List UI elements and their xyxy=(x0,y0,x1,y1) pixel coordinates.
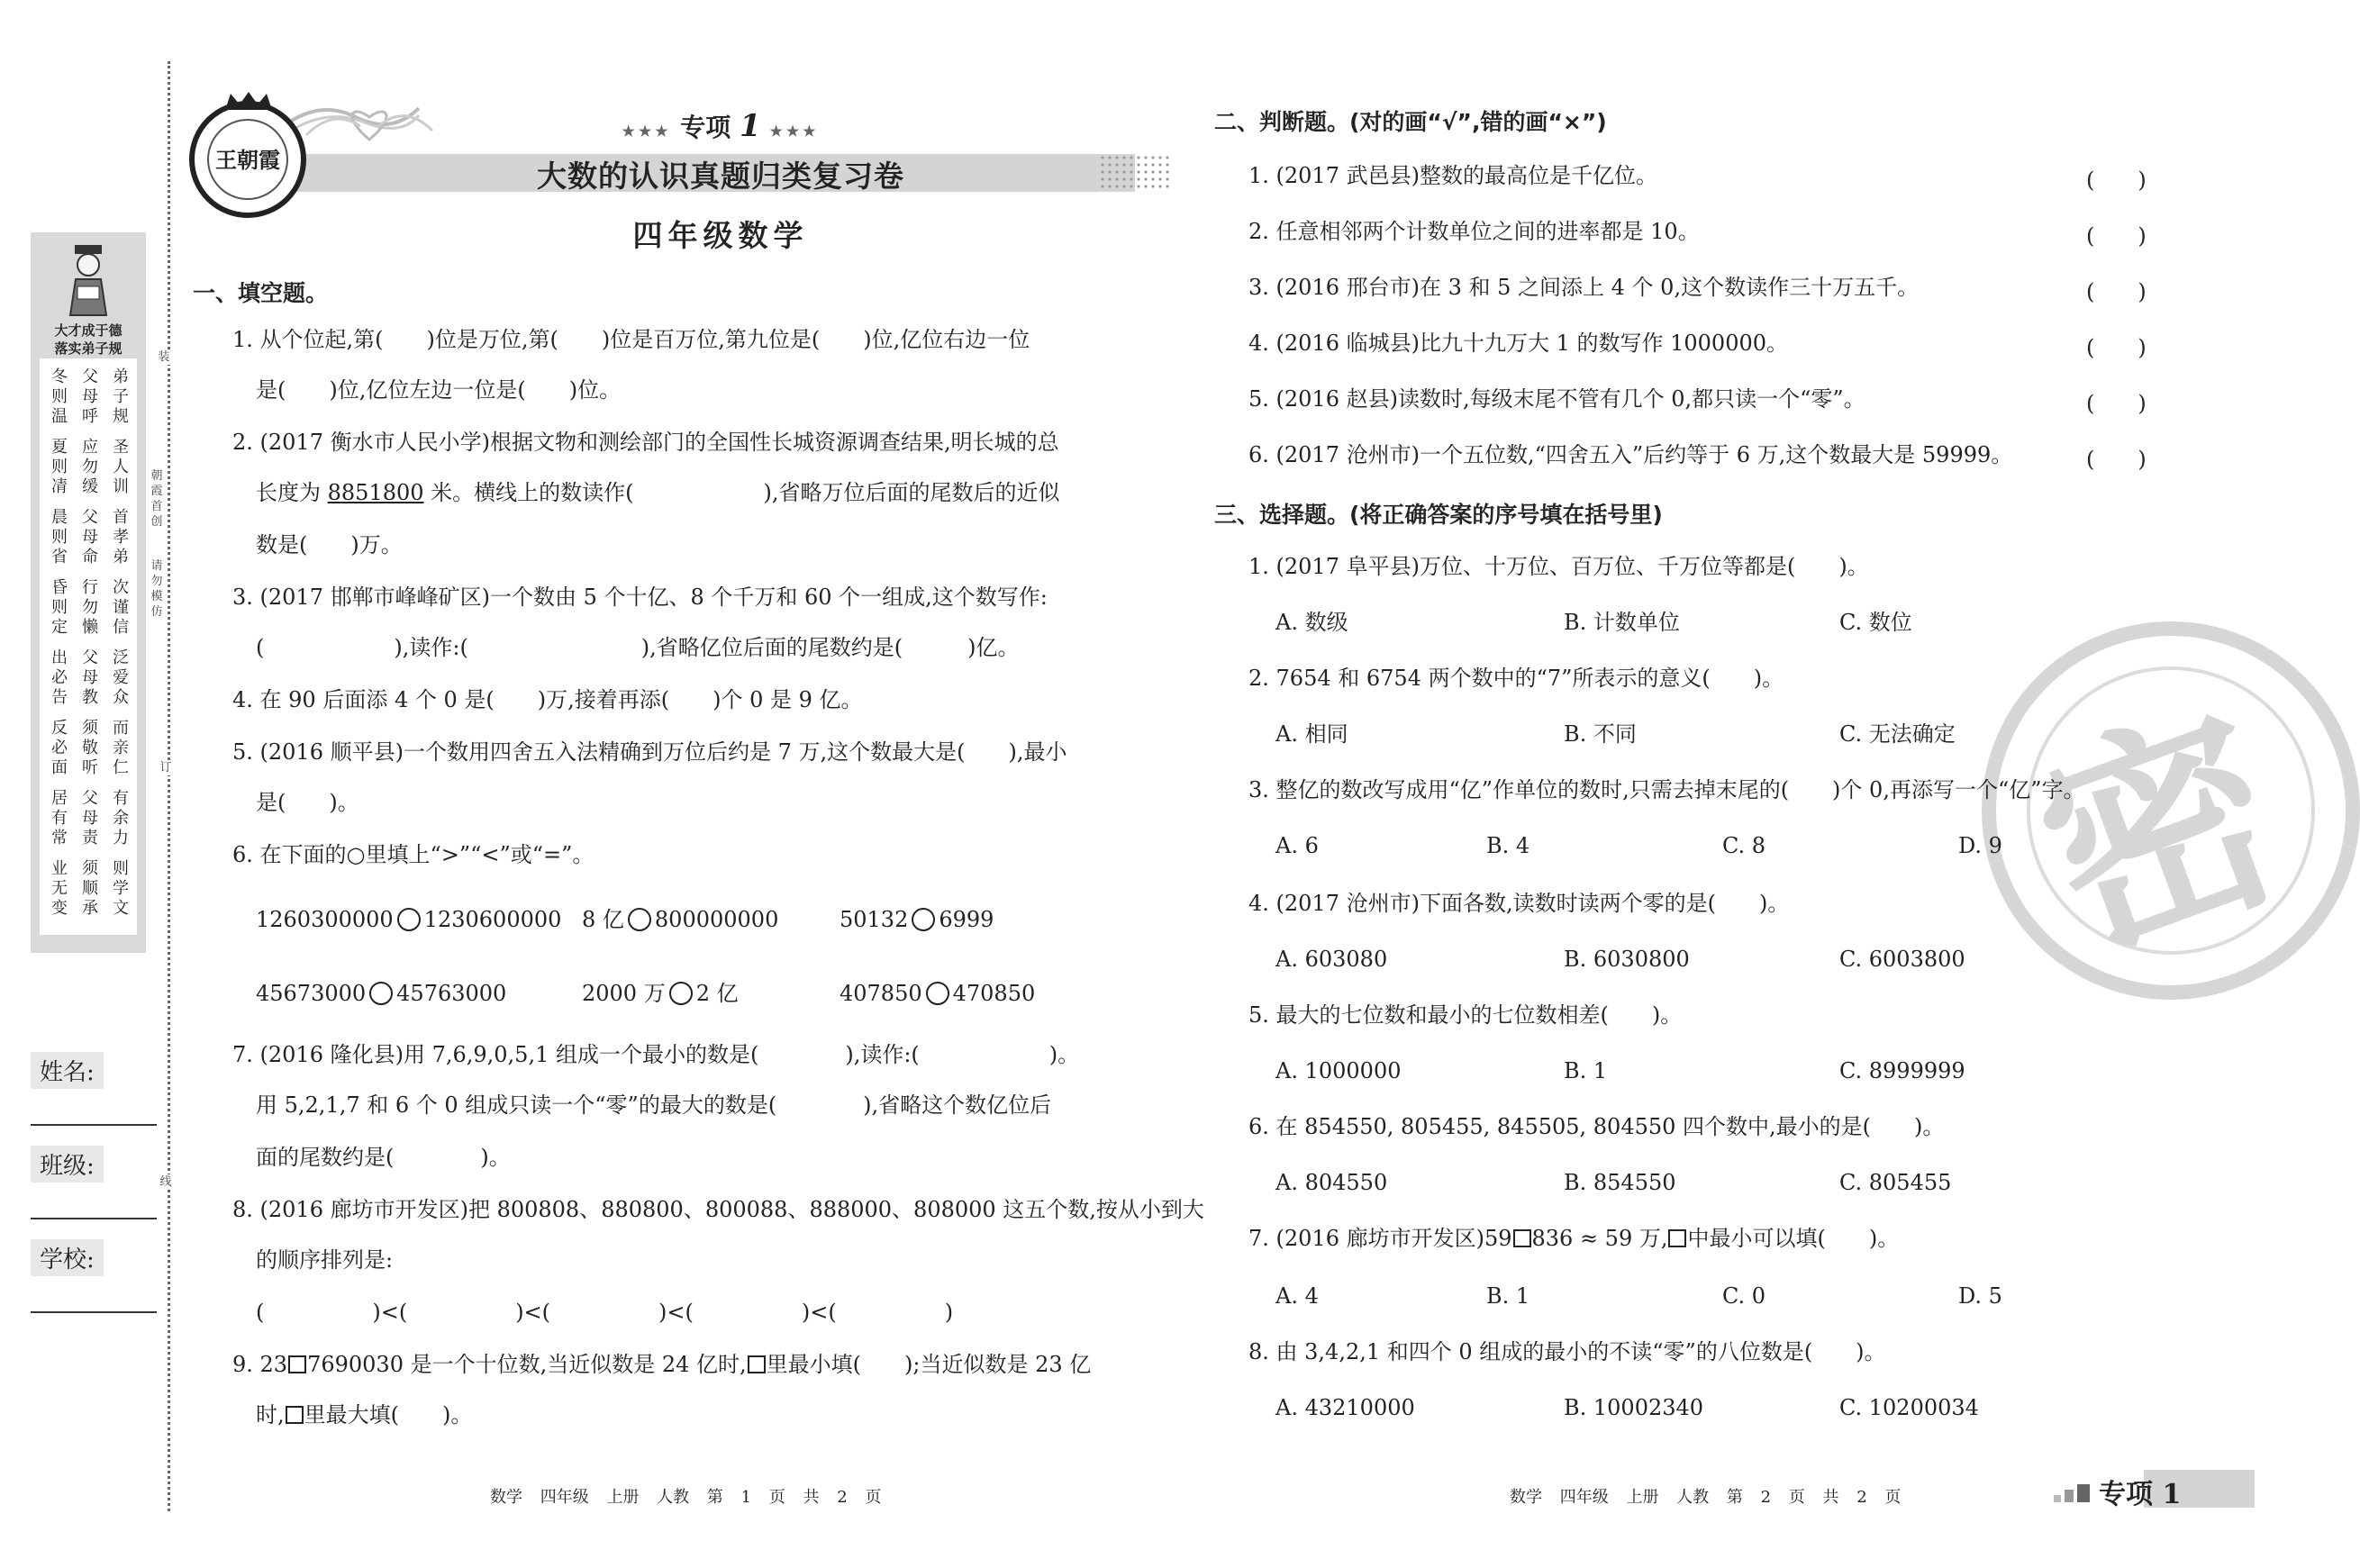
banner-dot-pattern xyxy=(1099,154,1171,192)
motto-panel xyxy=(31,232,146,953)
judge-answer-2[interactable]: ( ) xyxy=(2086,223,2147,249)
q7-line1: 7. (2016 隆化县)用 7,6,9,0,5,1 组成一个最小的数是( ),读作:( )。 xyxy=(232,1042,1080,1067)
cmp-6-a: 407850 xyxy=(840,981,922,1006)
q2-line1: 2. (2017 衡水市人民小学)根据文物和测绘部门的全国性长城资源调查结果,明长城的总 xyxy=(232,430,1059,455)
cmp-1-a: 1260300000 xyxy=(256,907,394,932)
cmp-item-1 xyxy=(256,906,561,933)
series-number: 1 xyxy=(740,108,761,144)
q5-line1: 5. (2016 顺平县)一个数用四舍五入法精确到万位后约是 7 万,这个数最大是( ),最小 xyxy=(232,739,1067,765)
q5-line2: 是( )。 xyxy=(256,790,359,815)
q1-line2: 是( )位,亿位左边一位是( )位。 xyxy=(256,377,622,403)
q2-underlined-number: 8851800 xyxy=(327,480,424,505)
q8-line2: 的顺序排列是: xyxy=(256,1247,394,1273)
motto-column: 出 必 告 xyxy=(51,648,68,707)
q8-line1: 8. (2016 廊坊市开发区)把 800808、880800、800088、888000、808000 这五个数,按从小到大 xyxy=(232,1197,1204,1222)
q7-line2: 用 5,2,1,7 和 6 个 0 组成只读一个“零”的最大的数是( ),省略这个数亿位后 xyxy=(256,1092,1052,1118)
motto-column: 业 无 变 xyxy=(51,859,68,918)
section-judge-heading: 二、判断题。(对的画“√”,错的画“×”) xyxy=(1214,109,1607,135)
motto-column: 反 必 面 xyxy=(51,719,68,777)
motto-column: 居 有 常 xyxy=(51,789,68,847)
c1-question: 1. (2017 阜平县)万位、十万位、百万位、千万位等都是( )。 xyxy=(1248,554,1869,579)
motto-column: 而 亲 仁 xyxy=(113,719,129,777)
compare-circle-1[interactable] xyxy=(397,908,421,931)
brand-logo xyxy=(189,101,306,218)
q9-part-b: 7690030 是一个十位数,当近似数是 24 亿时, xyxy=(307,1352,747,1377)
side-note-zhuang: 装 xyxy=(158,350,170,364)
side-note-copyright-1: 朝 霞 首 创 xyxy=(150,469,163,529)
c8-opt-c[interactable]: C. 10200034 xyxy=(1839,1395,1979,1420)
crown-icon xyxy=(223,90,274,112)
judge-answer-3[interactable]: ( ) xyxy=(2086,279,2147,304)
side-note-xian: 线 xyxy=(159,1175,172,1189)
blank-square-icon xyxy=(286,1406,304,1424)
compare-circle-2[interactable] xyxy=(628,908,651,931)
motto-column: 父 母 呼 xyxy=(82,367,98,426)
judge-answer-1[interactable]: ( ) xyxy=(2086,168,2147,193)
motto-column: 夏 则 凊 xyxy=(51,438,68,496)
judge-item-6: 6. (2017 沧州市)一个五位数,“四舍五入”后约等于 6 万,这个数最大是 59999。 xyxy=(1248,442,2013,467)
name-label: 姓名: xyxy=(31,1052,104,1089)
motto-column: 则 学 文 xyxy=(113,859,129,918)
motto-column: 父 母 命 xyxy=(82,508,98,566)
stamp-character: 密 xyxy=(2010,672,2311,996)
q9-part-d: 时, xyxy=(256,1402,285,1428)
motto-column: 须 顺 承 xyxy=(82,859,98,918)
q8-line3: ( )<( )<( )<( )<( ) xyxy=(256,1300,954,1325)
c7-opt-d[interactable]: D. 5 xyxy=(1958,1283,2002,1309)
motto-column: 弟 子 规 xyxy=(113,367,129,426)
c7-part-b: 836 ≈ 59 万, xyxy=(1531,1226,1668,1251)
q9-part-a: 9. 23 xyxy=(232,1352,288,1377)
section-fill-in-heading: 一、填空题。 xyxy=(193,280,329,306)
corner-tab xyxy=(2054,1470,2255,1508)
q4-line: 4. 在 90 后面添 4 个 0 是( )万,接着再添( )个 0 是 9 亿。 xyxy=(232,687,863,712)
cmp-1-b: 1230600000 xyxy=(423,907,562,932)
section-choice-heading: 三、选择题。(将正确答案的序号填在括号里) xyxy=(1214,502,1663,528)
c7-opt-c[interactable]: C. 0 xyxy=(1722,1283,1766,1309)
motto-column: 晨 则 省 xyxy=(51,508,68,566)
c1-opt-a[interactable]: A. 数级 xyxy=(1275,610,1348,635)
cmp-4-a: 45673000 xyxy=(256,981,367,1006)
class-field[interactable] xyxy=(31,1218,157,1219)
cmp-6-b: 470850 xyxy=(952,981,1036,1006)
c4-opt-b[interactable]: B. 6030800 xyxy=(1564,947,1690,972)
c6-opt-a[interactable]: A. 804550 xyxy=(1275,1170,1388,1195)
q9-line2 xyxy=(256,1401,472,1428)
c4-opt-a[interactable]: A. 603080 xyxy=(1275,947,1388,972)
q2-line2-b: 米。横线上的数读作( ),省略万位后面的尾数后的近似 xyxy=(423,480,1060,505)
c7-part-a: 7. (2016 廊坊市开发区)59 xyxy=(1248,1226,1512,1251)
c5-opt-c[interactable]: C. 8999999 xyxy=(1839,1058,1965,1083)
compare-circle-6[interactable] xyxy=(926,982,949,1005)
motto-column: 圣 人 训 xyxy=(113,438,129,496)
motto-column: 首 孝 弟 xyxy=(113,508,129,566)
series-stars-left: ★★★ xyxy=(622,122,672,140)
compare-circle-4[interactable] xyxy=(369,982,393,1005)
motto-column: 冬 则 温 xyxy=(51,367,68,426)
series-title xyxy=(504,108,937,144)
q2-line2-a: 长度为 xyxy=(256,480,328,505)
judge-item-5: 5. (2016 赵县)读数时,每级末尾不管有几个 0,都只读一个“零”。 xyxy=(1248,386,1865,412)
blank-square-icon xyxy=(748,1355,766,1373)
c6-question: 6. 在 854550, 805455, 845505, 804550 四个数中,最小的是( )。 xyxy=(1248,1114,1945,1139)
motto-column: 父 母 教 xyxy=(82,648,98,707)
c3-question: 3. 整亿的数改写成用“亿”作单位的数时,只需去掉末尾的( )个 0,再添写一个“亿”字。 xyxy=(1248,777,2085,802)
motto-text-area xyxy=(40,358,137,935)
blank-square-icon xyxy=(1668,1229,1686,1247)
c8-opt-b[interactable]: B. 10002340 xyxy=(1564,1395,1704,1420)
c3-opt-d[interactable]: D. 9 xyxy=(1958,833,2002,858)
footer-page-2: 数学 四年级 上册 人教 第 2 页 共 2 页 xyxy=(1510,1488,1902,1507)
q9-part-e: 里最大填( )。 xyxy=(304,1402,473,1428)
cmp-2-a: 8 亿 xyxy=(582,907,624,932)
motto-column: 有 余 力 xyxy=(113,789,129,847)
judge-item-4: 4. (2016 临城县)比九十九万大 1 的数写作 1000000。 xyxy=(1248,331,1789,356)
cmp-item-2 xyxy=(582,906,778,933)
c1-opt-c[interactable]: C. 数位 xyxy=(1839,610,1912,635)
q7-line3: 面的尾数约是( )。 xyxy=(256,1145,511,1170)
compare-circle-5[interactable] xyxy=(669,982,693,1005)
compare-circle-3[interactable] xyxy=(912,908,935,931)
cmp-item-4 xyxy=(256,980,506,1007)
corner-label: 专项 1 xyxy=(2099,1479,2182,1510)
footer-page-1: 数学 四年级 上册 人教 第 1 页 共 2 页 xyxy=(490,1488,882,1507)
judge-item-3: 3. (2016 邢台市)在 3 和 5 之间添上 4 个 0,这个数读作三十万五千。 xyxy=(1248,275,1920,300)
q1-line1: 1. 从个位起,第( )位是万位,第( )位是百万位,第九位是( )位,亿位右边一位 xyxy=(232,327,1030,352)
c2-opt-b[interactable]: B. 不同 xyxy=(1564,721,1637,747)
q2-line2 xyxy=(256,479,1060,506)
motto-column: 应 勿 缓 xyxy=(82,438,98,496)
q6-line: 6. 在下面的○里填上“>”“<”或“=”。 xyxy=(232,842,595,867)
c7-part-c: 中最小可以填( )。 xyxy=(1687,1226,1900,1251)
q2-line3: 数是( )万。 xyxy=(256,532,403,557)
cmp-item-5 xyxy=(582,980,739,1007)
motto-column: 行 勿 懒 xyxy=(82,578,98,637)
binding-dotted-line xyxy=(168,61,170,1511)
q9-part-c: 里最小填( );当近似数是 23 亿 xyxy=(766,1352,1092,1377)
c4-question: 4. (2017 沧州市)下面各数,读数时读两个零的是( )。 xyxy=(1248,891,1790,916)
cmp-2-b: 800000000 xyxy=(654,907,779,932)
cmp-5-a: 2000 万 xyxy=(582,981,666,1006)
school-label: 学校: xyxy=(31,1239,104,1276)
c2-opt-a[interactable]: A. 相同 xyxy=(1275,721,1348,747)
c3-opt-c[interactable]: C. 8 xyxy=(1722,833,1766,858)
c2-opt-c[interactable]: C. 无法确定 xyxy=(1839,721,1956,747)
corner-squares-icon xyxy=(2054,1482,2095,1504)
q3-line2: ( ),读作:( ),省略亿位后面的尾数约是( )亿。 xyxy=(256,635,1020,660)
c6-opt-b[interactable]: B. 854550 xyxy=(1564,1170,1676,1195)
c3-opt-a[interactable]: A. 6 xyxy=(1275,833,1319,858)
side-note-copyright-2: 请 勿 模 仿 xyxy=(150,559,163,619)
c8-question: 8. 由 3,4,2,1 和四个 0 组成的最小的不读“零”的八位数是( )。 xyxy=(1248,1339,1886,1364)
motto-column: 次 谨 信 xyxy=(113,578,129,637)
c8-opt-a[interactable]: A. 43210000 xyxy=(1275,1395,1415,1420)
q3-line1: 3. (2017 邯郸市峰峰矿区)一个数由 5 个十亿、8 个千万和 60 个一组成,这个数写作: xyxy=(232,585,1048,610)
judge-item-1: 1. (2017 武邑县)整数的最高位是千亿位。 xyxy=(1248,163,1657,188)
motto-columns xyxy=(50,367,137,935)
cmp-item-6 xyxy=(840,980,1035,1007)
cmp-5-b: 2 亿 xyxy=(695,981,739,1006)
c7-opt-a[interactable]: A. 4 xyxy=(1275,1283,1319,1309)
page-title: 大数的认识真题归类复习卷 xyxy=(537,159,904,194)
scholar-illustration xyxy=(61,243,115,315)
motto-column: 父 母 责 xyxy=(82,789,98,847)
c7-opt-b[interactable]: B. 1 xyxy=(1486,1283,1530,1309)
school-field[interactable] xyxy=(31,1311,157,1313)
c1-opt-b[interactable]: B. 计数单位 xyxy=(1564,610,1680,635)
c3-opt-b[interactable]: B. 4 xyxy=(1486,833,1530,858)
c5-question: 5. 最大的七位数和最小的七位数相差( )。 xyxy=(1248,1002,1683,1028)
c4-opt-c[interactable]: C. 6003800 xyxy=(1839,947,1965,972)
c5-opt-b[interactable]: B. 1 xyxy=(1564,1058,1608,1083)
judge-item-2: 2. 任意相邻两个计数单位之间的进率都是 10。 xyxy=(1248,219,1700,244)
cmp-item-3 xyxy=(840,906,994,933)
confidential-stamp xyxy=(1982,621,2360,1000)
motto-column: 昏 则 定 xyxy=(51,578,68,637)
c6-opt-c[interactable]: C. 805455 xyxy=(1839,1170,1952,1195)
blank-square-icon xyxy=(288,1355,306,1373)
series-label: 专项 xyxy=(680,113,731,142)
motto-column: 泛 爱 众 xyxy=(113,648,129,707)
heart-ribbon-icon xyxy=(306,99,432,153)
c7-question xyxy=(1248,1225,1899,1252)
series-stars-right: ★★★ xyxy=(769,122,820,140)
q9-line1 xyxy=(232,1351,1091,1378)
page-subtitle: 四年级数学 xyxy=(632,218,809,253)
cmp-3-a: 50132 xyxy=(840,907,909,932)
name-field[interactable] xyxy=(31,1124,157,1126)
judge-answer-6[interactable]: ( ) xyxy=(2086,447,2147,472)
logo-text: 王朝霞 xyxy=(207,119,288,200)
cmp-4-b: 45763000 xyxy=(396,981,507,1006)
motto-head-2: 落实弟子规 xyxy=(54,340,123,357)
side-note-ding: 订 xyxy=(159,761,172,775)
motto-column: 须 敬 听 xyxy=(82,719,98,777)
class-label: 班级: xyxy=(31,1146,104,1183)
judge-answer-5[interactable]: ( ) xyxy=(2086,391,2147,416)
judge-answer-4[interactable]: ( ) xyxy=(2086,335,2147,360)
cmp-3-b: 6999 xyxy=(939,907,994,932)
c5-opt-a[interactable]: A. 1000000 xyxy=(1275,1058,1402,1083)
blank-square-icon xyxy=(1513,1229,1531,1247)
motto-head-1: 大才成于德 xyxy=(54,322,123,339)
c2-question: 2. 7654 和 6754 两个数中的“7”所表示的意义( )。 xyxy=(1248,666,1784,691)
